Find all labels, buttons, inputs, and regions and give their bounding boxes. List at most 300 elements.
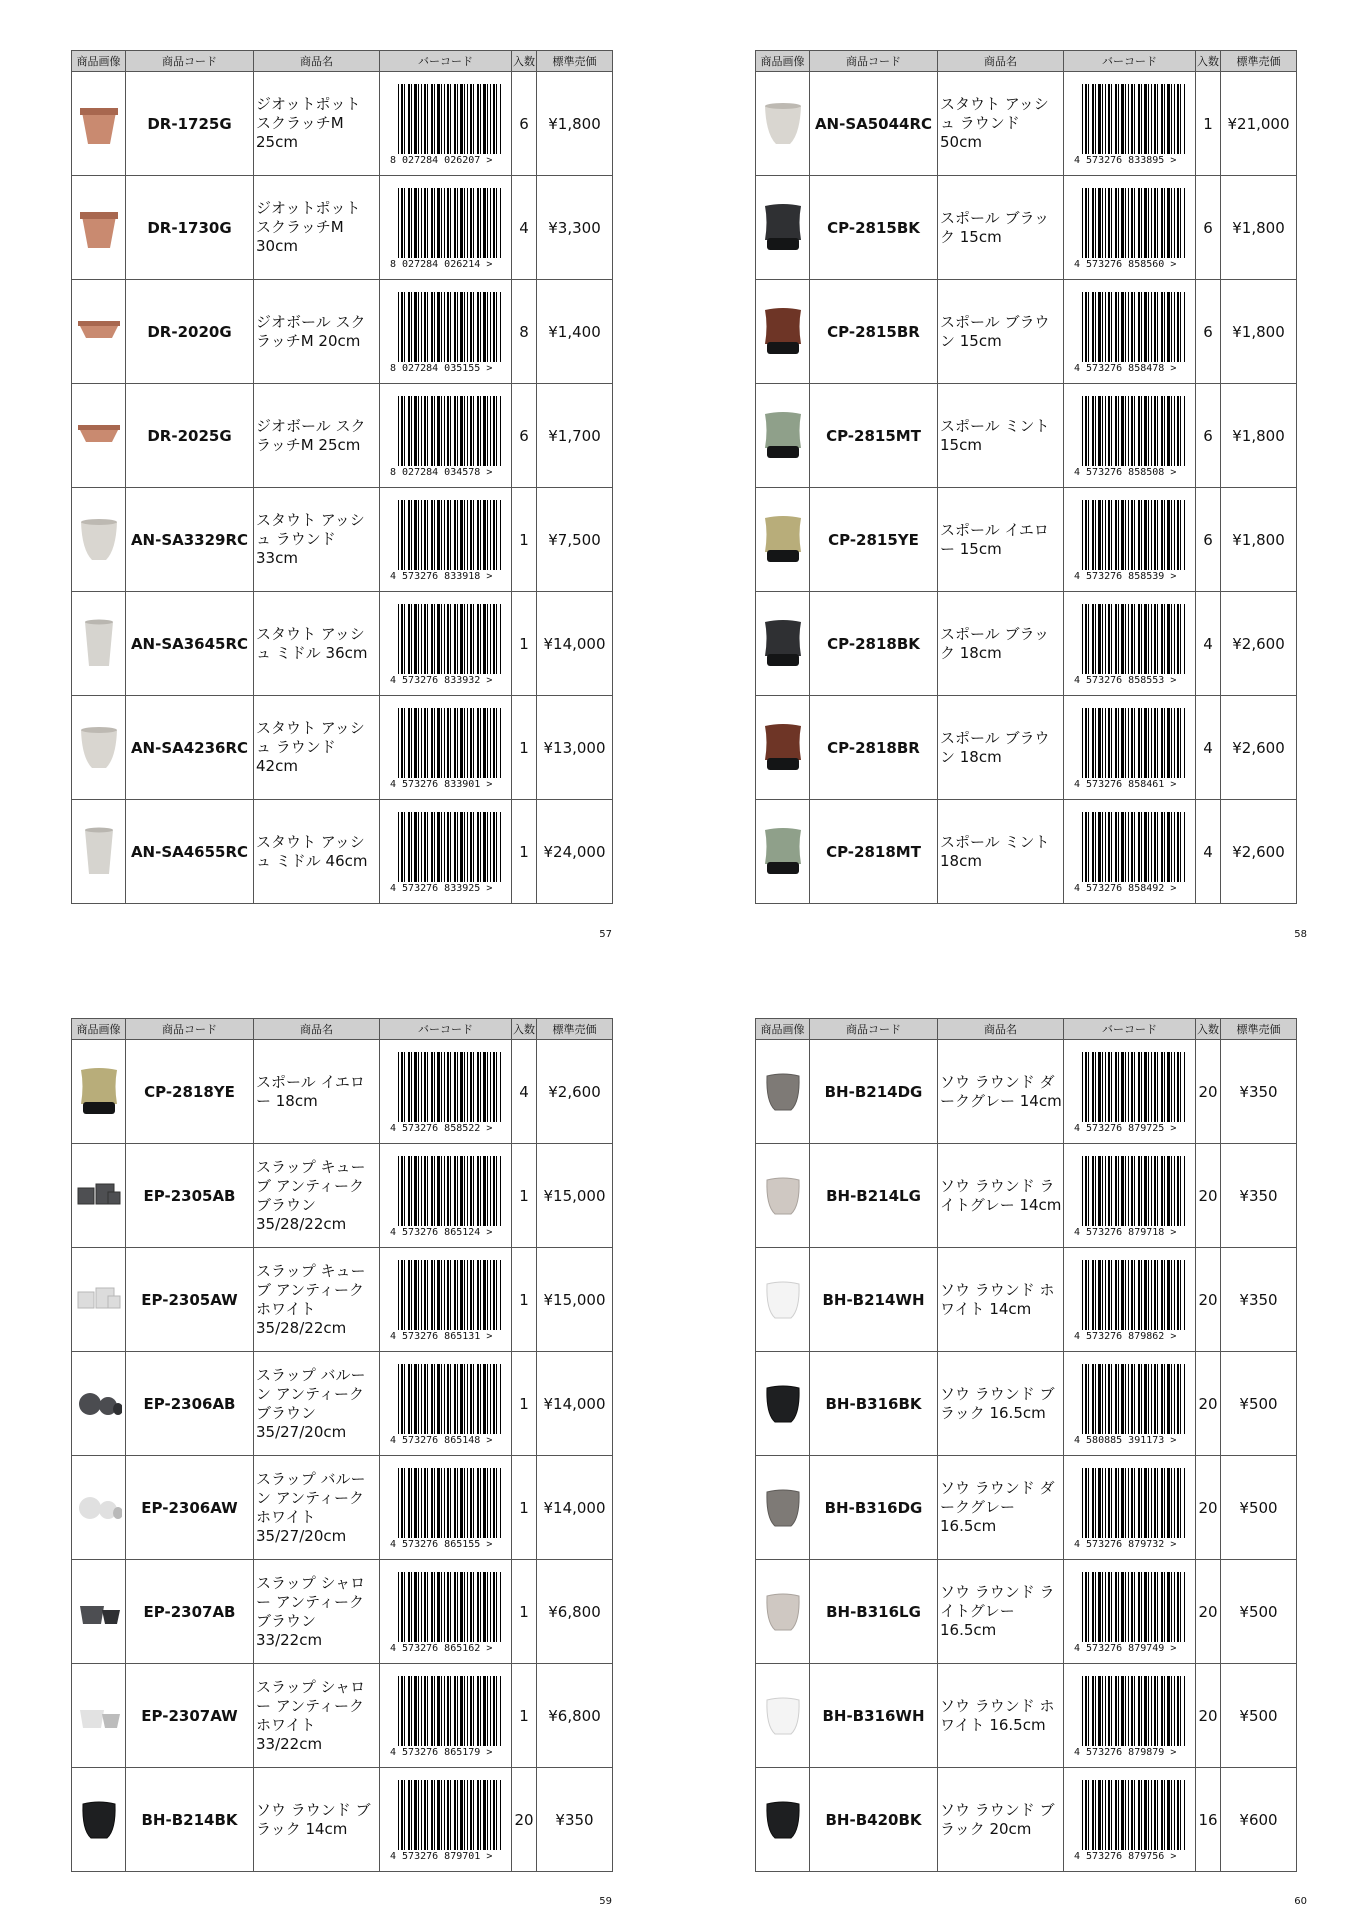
barcode-image bbox=[390, 1468, 501, 1550]
yellow-pot-image bbox=[76, 1062, 122, 1122]
table-row bbox=[756, 384, 1297, 488]
barcode-image bbox=[390, 1780, 501, 1862]
pack-quantity: 1 bbox=[512, 1248, 537, 1352]
standard-price: ¥350 bbox=[1221, 1144, 1297, 1248]
standard-price: ¥14,000 bbox=[537, 592, 613, 696]
barcode-number: 4 573276 879732 > bbox=[1074, 1539, 1177, 1550]
pack-quantity: 1 bbox=[512, 1456, 537, 1560]
mint-pot-image bbox=[760, 406, 806, 466]
product-code: EP-2306AW bbox=[126, 1456, 254, 1560]
product-image-cell bbox=[756, 1560, 810, 1664]
catalog-page-60 bbox=[755, 1018, 1307, 1907]
barcode-number: 4 573276 833925 > bbox=[390, 883, 493, 894]
product-code: BH-B316DG bbox=[810, 1456, 938, 1560]
product-image-cell bbox=[756, 1144, 810, 1248]
product-name: スポール ブラック 18cm bbox=[938, 592, 1064, 696]
pack-quantity: 6 bbox=[1196, 280, 1221, 384]
product-table bbox=[71, 50, 613, 904]
barcode-image bbox=[1074, 500, 1185, 582]
product-name: スタウト アッシュ ラウンド 33cm bbox=[254, 488, 380, 592]
pack-quantity: 20 bbox=[1196, 1560, 1221, 1664]
product-name: ソウ ラウンド ライトグレー 14cm bbox=[938, 1144, 1064, 1248]
product-name: スポール ブラック 15cm bbox=[938, 176, 1064, 280]
barcode-number: 4 573276 858522 > bbox=[390, 1123, 493, 1134]
product-name: ソウ ラウンド ライトグレー 16.5cm bbox=[938, 1560, 1064, 1664]
barcode-number: 4 573276 858492 > bbox=[1074, 883, 1177, 894]
barcode-image bbox=[390, 84, 501, 166]
product-name: スラップ シャロー アンティークホワイト 33/22cm bbox=[254, 1664, 380, 1768]
barcode-number: 4 573276 879749 > bbox=[1074, 1643, 1177, 1654]
header-code: 商品コード bbox=[126, 1019, 254, 1040]
barcode-number: 4 573276 879701 > bbox=[390, 1851, 493, 1862]
product-code: AN-SA4655RC bbox=[126, 800, 254, 904]
product-image-cell bbox=[72, 1664, 126, 1768]
standard-price: ¥3,300 bbox=[537, 176, 613, 280]
header-code: 商品コード bbox=[126, 51, 254, 72]
catalog-page-58 bbox=[755, 50, 1307, 940]
product-image-cell bbox=[72, 72, 126, 176]
barcode-bars bbox=[398, 396, 501, 466]
barcode-cell bbox=[380, 280, 512, 384]
product-image-cell bbox=[756, 280, 810, 384]
table-row bbox=[756, 1664, 1297, 1768]
barcode-cell bbox=[1064, 1560, 1196, 1664]
product-name: スラップ バルーン アンティークブラウン 35/27/20cm bbox=[254, 1352, 380, 1456]
table-row bbox=[756, 800, 1297, 904]
grey-round-pot-image bbox=[76, 718, 122, 778]
table-row bbox=[72, 72, 613, 176]
barcode-cell bbox=[1064, 1664, 1196, 1768]
product-code: EP-2305AW bbox=[126, 1248, 254, 1352]
black-round-pot-image bbox=[76, 1790, 122, 1850]
barcode-image bbox=[390, 188, 501, 270]
barcode-bars bbox=[398, 1052, 501, 1122]
product-image-cell bbox=[72, 1352, 126, 1456]
barcode-cell bbox=[380, 1768, 512, 1872]
standard-price: ¥350 bbox=[1221, 1040, 1297, 1144]
product-image-cell bbox=[72, 696, 126, 800]
standard-price: ¥14,000 bbox=[537, 1456, 613, 1560]
product-name: スラップ キューブ アンティークホワイト 35/28/22cm bbox=[254, 1248, 380, 1352]
table-row bbox=[72, 1248, 613, 1352]
barcode-image bbox=[390, 1156, 501, 1238]
barcode-bars bbox=[398, 812, 501, 882]
table-row bbox=[756, 592, 1297, 696]
product-code: CP-2815BR bbox=[810, 280, 938, 384]
table-row bbox=[72, 1040, 613, 1144]
pack-quantity: 20 bbox=[1196, 1144, 1221, 1248]
pack-quantity: 4 bbox=[512, 1040, 537, 1144]
product-name: ソウ ラウンド ホワイト 14cm bbox=[938, 1248, 1064, 1352]
barcode-number: 4 573276 865124 > bbox=[390, 1227, 493, 1238]
table-header-row bbox=[756, 1019, 1297, 1040]
product-code: BH-B316BK bbox=[810, 1352, 938, 1456]
product-code: CP-2815YE bbox=[810, 488, 938, 592]
barcode-number: 4 573276 879862 > bbox=[1074, 1331, 1177, 1342]
product-code: BH-B214BK bbox=[126, 1768, 254, 1872]
header-price: 標準売価 bbox=[1221, 51, 1297, 72]
yellow-pot-image bbox=[760, 510, 806, 570]
pack-quantity: 6 bbox=[1196, 488, 1221, 592]
header-barcode: バーコード bbox=[380, 1019, 512, 1040]
dark-cube-set-image bbox=[76, 1166, 122, 1226]
barcode-number: 4 573276 858539 > bbox=[1074, 571, 1177, 582]
barcode-image bbox=[390, 1052, 501, 1134]
table-row bbox=[72, 1560, 613, 1664]
barcode-cell bbox=[1064, 384, 1196, 488]
standard-price: ¥15,000 bbox=[537, 1248, 613, 1352]
header-name: 商品名 bbox=[254, 51, 380, 72]
barcode-bars bbox=[398, 500, 501, 570]
product-name: ソウ ラウンド ダークグレー 16.5cm bbox=[938, 1456, 1064, 1560]
table-row bbox=[72, 384, 613, 488]
standard-price: ¥1,800 bbox=[1221, 176, 1297, 280]
light-grey-round-pot-image bbox=[760, 1582, 806, 1642]
pack-quantity: 1 bbox=[512, 1352, 537, 1456]
standard-price: ¥500 bbox=[1221, 1560, 1297, 1664]
catalog-page-59 bbox=[71, 1018, 612, 1907]
barcode-image bbox=[1074, 1260, 1185, 1342]
standard-price: ¥6,800 bbox=[537, 1560, 613, 1664]
barcode-cell bbox=[380, 72, 512, 176]
barcode-number: 4 573276 858508 > bbox=[1074, 467, 1177, 478]
barcode-cell bbox=[380, 1456, 512, 1560]
table-header-row bbox=[72, 51, 613, 72]
barcode-bars bbox=[398, 1260, 501, 1330]
barcode-number: 4 573276 858553 > bbox=[1074, 675, 1177, 686]
standard-price: ¥15,000 bbox=[537, 1144, 613, 1248]
mint-pot-image bbox=[760, 822, 806, 882]
product-image-cell bbox=[72, 488, 126, 592]
table-row bbox=[72, 592, 613, 696]
product-code: DR-1730G bbox=[126, 176, 254, 280]
barcode-image bbox=[1074, 1156, 1185, 1238]
product-code: CP-2818MT bbox=[810, 800, 938, 904]
product-image-cell bbox=[756, 1664, 810, 1768]
barcode-number: 4 573276 879718 > bbox=[1074, 1227, 1177, 1238]
pack-quantity: 6 bbox=[1196, 176, 1221, 280]
pack-quantity: 20 bbox=[512, 1768, 537, 1872]
table-row bbox=[756, 1248, 1297, 1352]
standard-price: ¥1,800 bbox=[1221, 384, 1297, 488]
product-code: DR-1725G bbox=[126, 72, 254, 176]
standard-price: ¥1,800 bbox=[537, 72, 613, 176]
barcode-bars bbox=[398, 292, 501, 362]
barcode-image bbox=[1074, 396, 1185, 478]
product-code: AN-SA4236RC bbox=[126, 696, 254, 800]
product-image-cell bbox=[72, 592, 126, 696]
header-image: 商品画像 bbox=[72, 51, 126, 72]
grey-tall-pot-image bbox=[76, 614, 122, 674]
table-row bbox=[72, 176, 613, 280]
barcode-number: 4 573276 879879 > bbox=[1074, 1747, 1177, 1758]
product-name: スタウト アッシュ ラウンド 50cm bbox=[938, 72, 1064, 176]
standard-price: ¥350 bbox=[1221, 1248, 1297, 1352]
standard-price: ¥1,700 bbox=[537, 384, 613, 488]
barcode-image bbox=[1074, 1052, 1185, 1134]
barcode-cell bbox=[380, 1560, 512, 1664]
barcode-image bbox=[390, 1676, 501, 1758]
header-code: 商品コード bbox=[810, 1019, 938, 1040]
barcode-number: 4 573276 833932 > bbox=[390, 675, 493, 686]
barcode-image bbox=[1074, 1572, 1185, 1654]
pack-quantity: 20 bbox=[1196, 1352, 1221, 1456]
product-name: スラップ シャロー アンティークブラウン 33/22cm bbox=[254, 1560, 380, 1664]
grey-round-pot-image bbox=[76, 510, 122, 570]
barcode-cell bbox=[1064, 696, 1196, 800]
table-row bbox=[756, 1560, 1297, 1664]
product-image-cell bbox=[72, 1456, 126, 1560]
barcode-bars bbox=[1082, 1156, 1185, 1226]
barcode-bars bbox=[1082, 1468, 1185, 1538]
table-row bbox=[756, 1768, 1297, 1872]
table-row bbox=[72, 1768, 613, 1872]
product-code: BH-B420BK bbox=[810, 1768, 938, 1872]
product-code: BH-B316WH bbox=[810, 1664, 938, 1768]
table-row bbox=[756, 696, 1297, 800]
grey-tall-pot-image bbox=[76, 822, 122, 882]
table-header-row bbox=[72, 1019, 613, 1040]
terracotta-bowl-image bbox=[76, 406, 122, 466]
product-name: スタウト アッシュ ミドル 36cm bbox=[254, 592, 380, 696]
table-row bbox=[756, 1456, 1297, 1560]
product-name: ソウ ラウンド ブラック 20cm bbox=[938, 1768, 1064, 1872]
product-name: スポール イエロー 18cm bbox=[254, 1040, 380, 1144]
product-table bbox=[71, 1018, 613, 1872]
page-number: 59 bbox=[599, 1896, 612, 1907]
pack-quantity: 1 bbox=[512, 1664, 537, 1768]
page-number: 58 bbox=[1294, 929, 1307, 940]
standard-price: ¥6,800 bbox=[537, 1664, 613, 1768]
barcode-image bbox=[1074, 1364, 1185, 1446]
standard-price: ¥350 bbox=[537, 1768, 613, 1872]
barcode-image bbox=[1074, 292, 1185, 374]
grey-round-pot-image bbox=[760, 94, 806, 154]
pack-quantity: 1 bbox=[1196, 72, 1221, 176]
white-round-pot-image bbox=[760, 1686, 806, 1746]
barcode-cell bbox=[1064, 1352, 1196, 1456]
standard-price: ¥24,000 bbox=[537, 800, 613, 904]
product-code: CP-2815BK bbox=[810, 176, 938, 280]
header-price: 標準売価 bbox=[537, 1019, 613, 1040]
product-code: EP-2307AB bbox=[126, 1560, 254, 1664]
barcode-cell bbox=[380, 176, 512, 280]
white-shallow-set-image bbox=[76, 1686, 122, 1746]
barcode-image bbox=[1074, 708, 1185, 790]
barcode-image bbox=[1074, 1676, 1185, 1758]
header-image: 商品画像 bbox=[756, 1019, 810, 1040]
pack-quantity: 6 bbox=[1196, 384, 1221, 488]
product-name: スポール ミント 18cm bbox=[938, 800, 1064, 904]
standard-price: ¥2,600 bbox=[1221, 592, 1297, 696]
table-row bbox=[756, 1352, 1297, 1456]
product-name: ジオボール スクラッチM 20cm bbox=[254, 280, 380, 384]
header-code: 商品コード bbox=[810, 51, 938, 72]
product-code: EP-2305AB bbox=[126, 1144, 254, 1248]
barcode-bars bbox=[398, 708, 501, 778]
product-table bbox=[755, 50, 1297, 904]
standard-price: ¥21,000 bbox=[1221, 72, 1297, 176]
pack-quantity: 4 bbox=[1196, 800, 1221, 904]
barcode-bars bbox=[1082, 708, 1185, 778]
product-code: BH-B214WH bbox=[810, 1248, 938, 1352]
standard-price: ¥13,000 bbox=[537, 696, 613, 800]
barcode-number: 4 573276 865148 > bbox=[390, 1435, 493, 1446]
barcode-cell bbox=[380, 1664, 512, 1768]
pack-quantity: 1 bbox=[512, 800, 537, 904]
pack-quantity: 20 bbox=[1196, 1664, 1221, 1768]
product-name: ジオットポット スクラッチM 30cm bbox=[254, 176, 380, 280]
table-row bbox=[72, 800, 613, 904]
page-number: 57 bbox=[599, 929, 612, 940]
header-price: 標準売価 bbox=[537, 51, 613, 72]
barcode-image bbox=[390, 1260, 501, 1342]
product-image-cell bbox=[72, 1040, 126, 1144]
white-round-pot-image bbox=[760, 1270, 806, 1330]
brown-pot-image bbox=[760, 302, 806, 362]
barcode-number: 4 573276 833901 > bbox=[390, 779, 493, 790]
product-name: ソウ ラウンド ブラック 16.5cm bbox=[938, 1352, 1064, 1456]
barcode-bars bbox=[398, 1468, 501, 1538]
product-image-cell bbox=[756, 176, 810, 280]
barcode-cell bbox=[380, 488, 512, 592]
header-qty: 入数 bbox=[512, 1019, 537, 1040]
barcode-image bbox=[390, 292, 501, 374]
barcode-image bbox=[390, 396, 501, 478]
pack-quantity: 4 bbox=[512, 176, 537, 280]
brown-pot-image bbox=[760, 718, 806, 778]
barcode-cell bbox=[1064, 176, 1196, 280]
barcode-bars bbox=[398, 1364, 501, 1434]
header-barcode: バーコード bbox=[1064, 51, 1196, 72]
barcode-bars bbox=[398, 1676, 501, 1746]
product-name: スポール ブラウン 18cm bbox=[938, 696, 1064, 800]
table-row bbox=[756, 1144, 1297, 1248]
terracotta-pot-image bbox=[76, 198, 122, 258]
product-image-cell bbox=[72, 1768, 126, 1872]
product-name: ジオボール スクラッチM 25cm bbox=[254, 384, 380, 488]
header-barcode: バーコード bbox=[380, 51, 512, 72]
product-code: CP-2815MT bbox=[810, 384, 938, 488]
barcode-cell bbox=[380, 1040, 512, 1144]
table-row bbox=[756, 176, 1297, 280]
dark-grey-round-pot-image bbox=[760, 1062, 806, 1122]
pack-quantity: 1 bbox=[512, 1144, 537, 1248]
product-image-cell bbox=[756, 1456, 810, 1560]
barcode-bars bbox=[1082, 1572, 1185, 1642]
pack-quantity: 20 bbox=[1196, 1040, 1221, 1144]
light-grey-round-pot-image bbox=[760, 1166, 806, 1226]
product-code: BH-B214DG bbox=[810, 1040, 938, 1144]
barcode-number: 4 580885 391173 > bbox=[1074, 1435, 1177, 1446]
barcode-cell bbox=[1064, 1768, 1196, 1872]
barcode-cell bbox=[380, 1352, 512, 1456]
header-image: 商品画像 bbox=[72, 1019, 126, 1040]
barcode-cell bbox=[380, 592, 512, 696]
standard-price: ¥1,400 bbox=[537, 280, 613, 384]
product-name: スラップ バルーン アンティークホワイト 35/27/20cm bbox=[254, 1456, 380, 1560]
barcode-cell bbox=[380, 1144, 512, 1248]
standard-price: ¥500 bbox=[1221, 1664, 1297, 1768]
black-pot-image bbox=[760, 198, 806, 258]
product-image-cell bbox=[756, 800, 810, 904]
barcode-number: 4 573276 865179 > bbox=[390, 1747, 493, 1758]
table-row bbox=[72, 488, 613, 592]
terracotta-bowl-image bbox=[76, 302, 122, 362]
barcode-number: 4 573276 833918 > bbox=[390, 571, 493, 582]
header-qty: 入数 bbox=[1196, 1019, 1221, 1040]
barcode-image bbox=[1074, 188, 1185, 270]
black-round-pot-image bbox=[760, 1790, 806, 1850]
pack-quantity: 4 bbox=[1196, 696, 1221, 800]
standard-price: ¥1,800 bbox=[1221, 488, 1297, 592]
white-balloon-set-image bbox=[76, 1478, 122, 1538]
table-row bbox=[72, 696, 613, 800]
header-barcode: バーコード bbox=[1064, 1019, 1196, 1040]
barcode-cell bbox=[380, 1248, 512, 1352]
product-image-cell bbox=[756, 384, 810, 488]
barcode-bars bbox=[1082, 1780, 1185, 1850]
barcode-image bbox=[390, 708, 501, 790]
barcode-cell bbox=[1064, 1040, 1196, 1144]
catalog-page-57 bbox=[71, 50, 612, 940]
product-image-cell bbox=[756, 1040, 810, 1144]
barcode-bars bbox=[398, 84, 501, 154]
barcode-bars bbox=[1082, 292, 1185, 362]
pack-quantity: 1 bbox=[512, 1560, 537, 1664]
product-name: スタウト アッシュ ラウンド 42cm bbox=[254, 696, 380, 800]
product-code: BH-B316LG bbox=[810, 1560, 938, 1664]
product-name: スポール イエロー 15cm bbox=[938, 488, 1064, 592]
barcode-image bbox=[390, 604, 501, 686]
standard-price: ¥7,500 bbox=[537, 488, 613, 592]
product-name: ソウ ラウンド ダークグレー 14cm bbox=[938, 1040, 1064, 1144]
product-image-cell bbox=[72, 1248, 126, 1352]
white-cube-set-image bbox=[76, 1270, 122, 1330]
barcode-bars bbox=[1082, 1676, 1185, 1746]
table-row bbox=[72, 280, 613, 384]
dark-grey-round-pot-image bbox=[760, 1478, 806, 1538]
pack-quantity: 20 bbox=[1196, 1248, 1221, 1352]
product-code: AN-SA5044RC bbox=[810, 72, 938, 176]
barcode-cell bbox=[1064, 72, 1196, 176]
barcode-cell bbox=[1064, 1144, 1196, 1248]
dark-shallow-set-image bbox=[76, 1582, 122, 1642]
black-round-pot-image bbox=[760, 1374, 806, 1434]
barcode-number: 4 573276 833895 > bbox=[1074, 155, 1177, 166]
pack-quantity: 1 bbox=[512, 592, 537, 696]
barcode-cell bbox=[380, 696, 512, 800]
product-image-cell bbox=[756, 72, 810, 176]
barcode-image bbox=[1074, 1468, 1185, 1550]
standard-price: ¥600 bbox=[1221, 1768, 1297, 1872]
barcode-number: 8 027284 035155 > bbox=[390, 363, 493, 374]
barcode-bars bbox=[1082, 1052, 1185, 1122]
barcode-number: 4 573276 865131 > bbox=[390, 1331, 493, 1342]
header-name: 商品名 bbox=[938, 1019, 1064, 1040]
product-image-cell bbox=[72, 384, 126, 488]
pack-quantity: 4 bbox=[1196, 592, 1221, 696]
barcode-number: 8 027284 034578 > bbox=[390, 467, 493, 478]
barcode-image bbox=[1074, 1780, 1185, 1862]
product-image-cell bbox=[72, 176, 126, 280]
standard-price: ¥1,800 bbox=[1221, 280, 1297, 384]
product-image-cell bbox=[72, 1560, 126, 1664]
barcode-cell bbox=[1064, 800, 1196, 904]
product-table bbox=[755, 1018, 1297, 1872]
table-row bbox=[72, 1144, 613, 1248]
table-row bbox=[756, 1040, 1297, 1144]
